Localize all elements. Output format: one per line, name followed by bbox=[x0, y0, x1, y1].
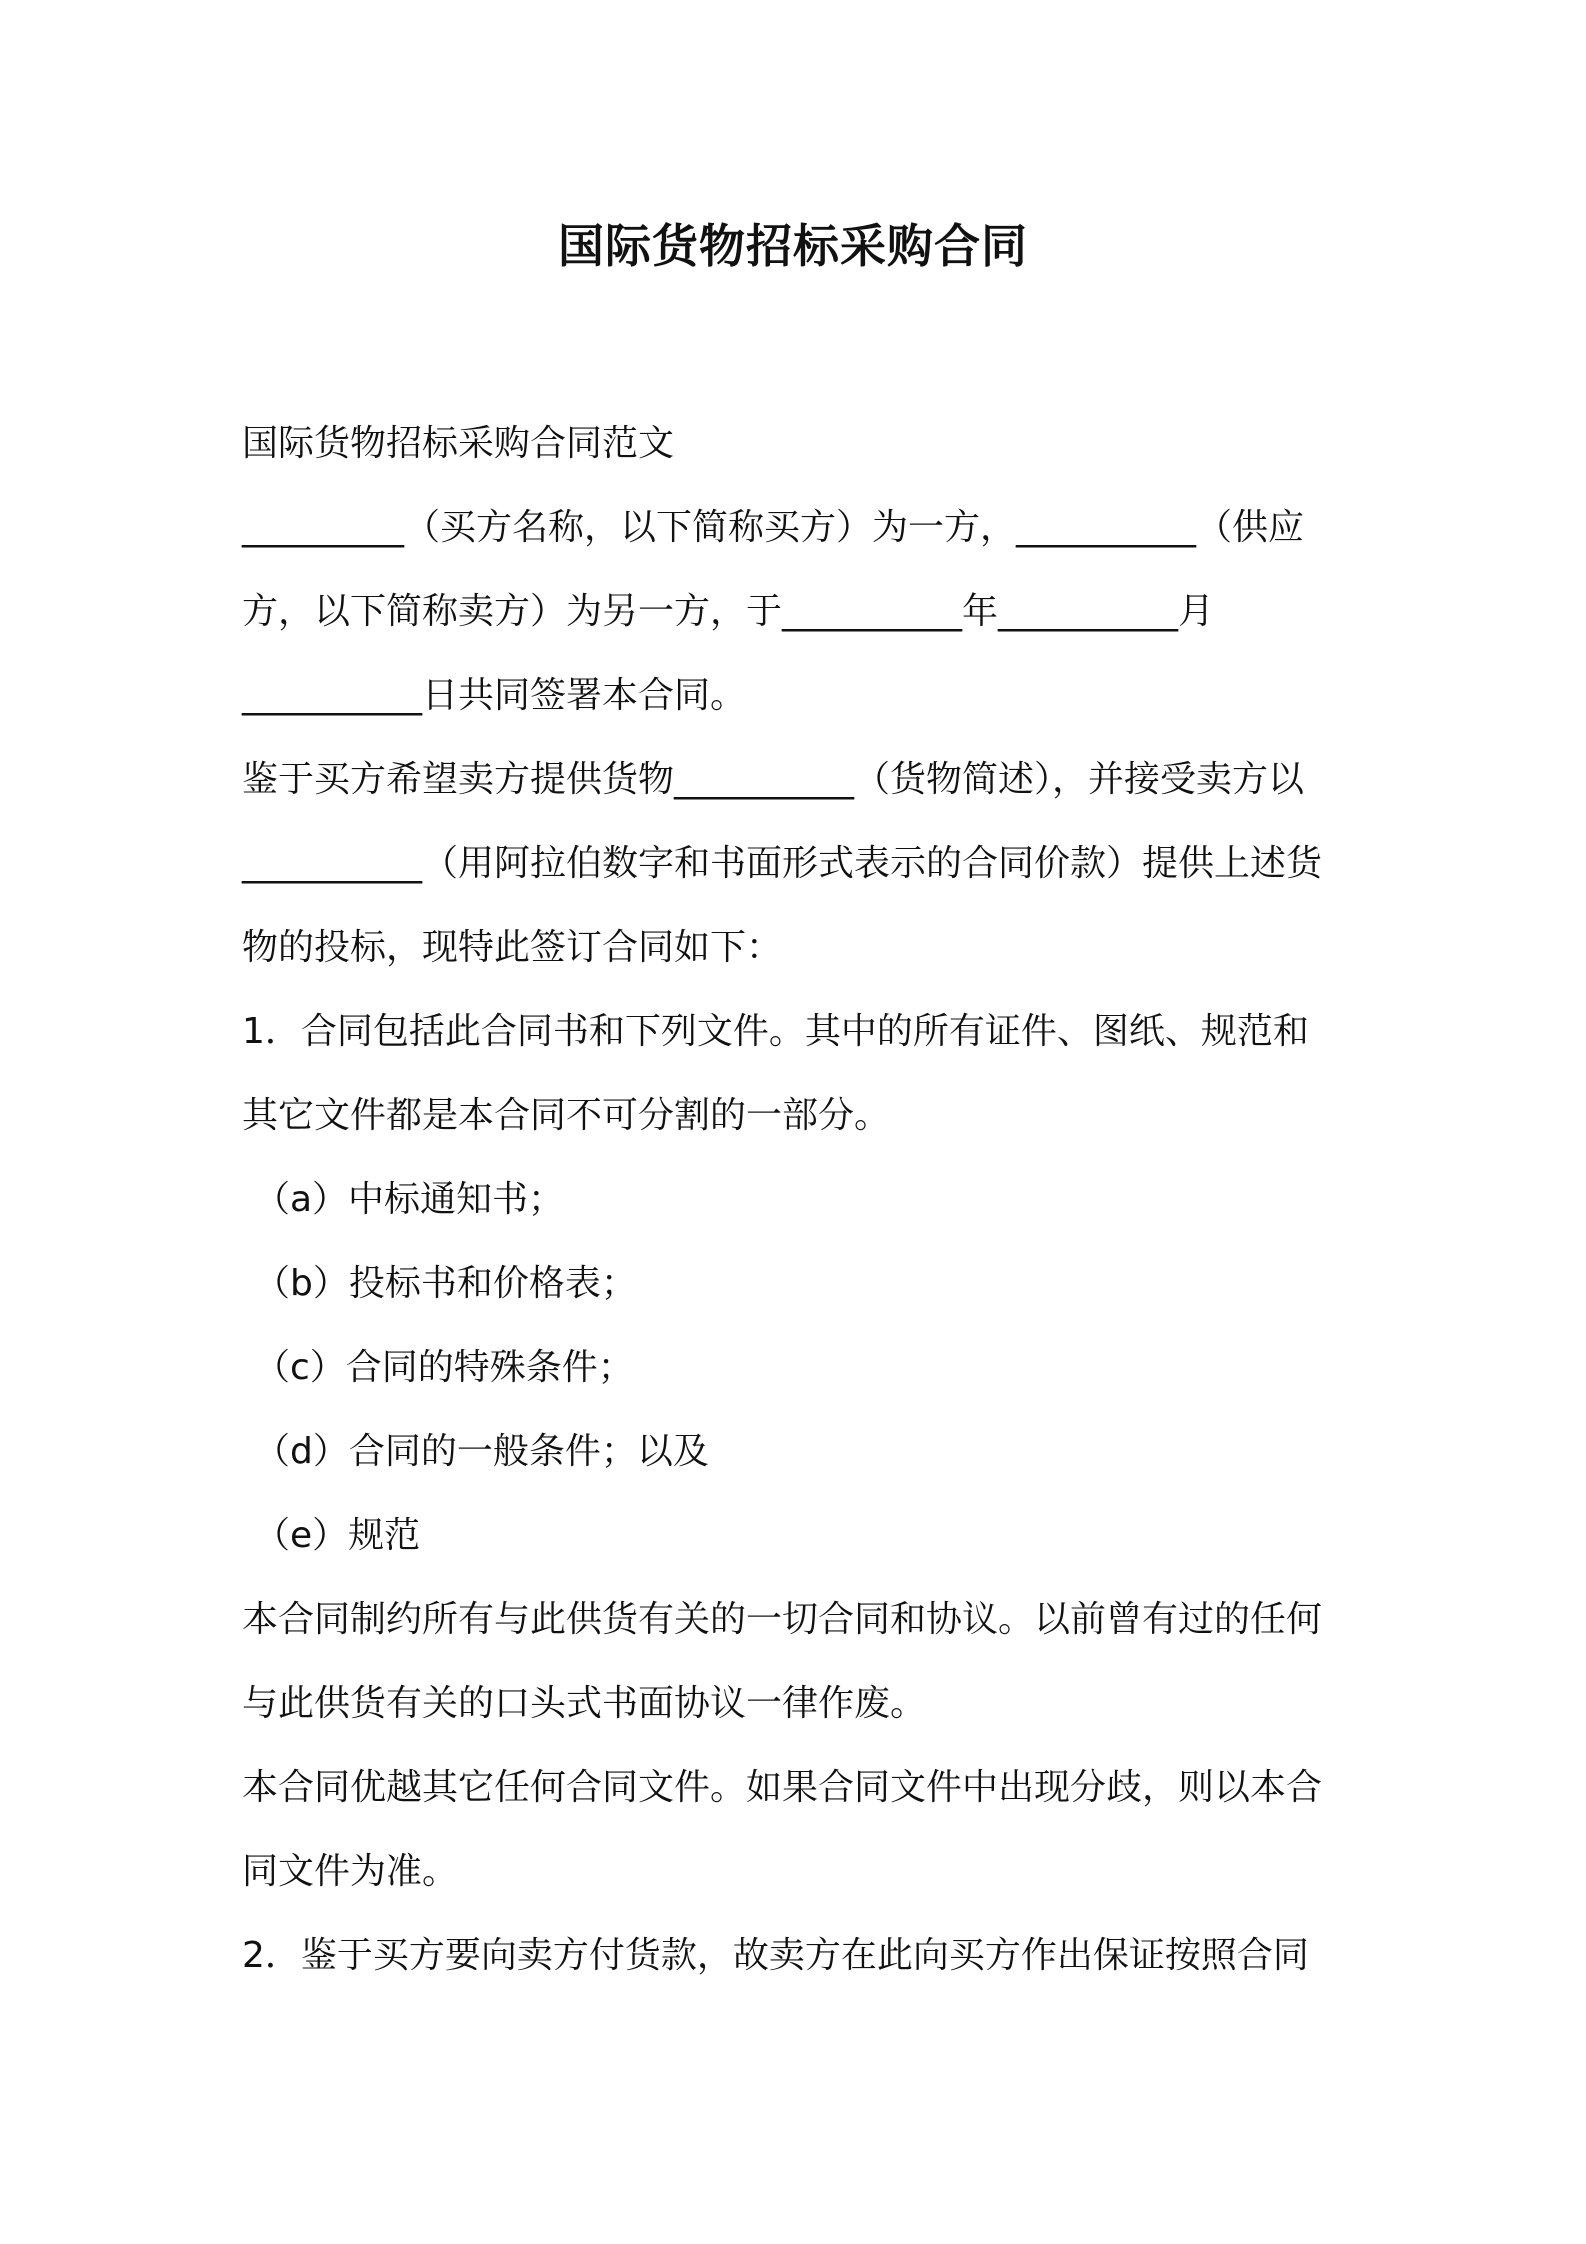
list-item-a: （a）中标通知书； bbox=[254, 1179, 565, 1220]
list-item-e: （e）规范 bbox=[254, 1515, 421, 1556]
paragraph-line: 同文件为准。 bbox=[242, 1851, 459, 1892]
paragraph-line: __________日共同签署本合同。 bbox=[242, 675, 747, 716]
paragraph-line: 鉴于买方希望卖方提供货物__________（货物简述），并接受卖方以 bbox=[242, 759, 1305, 800]
list-item-c: （c）合同的特殊条件； bbox=[254, 1347, 634, 1388]
paragraph-line: 本合同制约所有与此供货有关的一切合同和协议。以前曾有过的任何 bbox=[242, 1599, 1323, 1640]
paragraph-line: 方，以下简称卖方）为另一方，于__________年__________月 bbox=[242, 591, 1215, 632]
paragraph-line: _________（买方名称，以下简称买方）为一方，__________（供应 bbox=[242, 507, 1305, 548]
contract-body bbox=[242, 402, 1352, 1998]
list-item-d: （d）合同的一般条件；以及 bbox=[254, 1431, 709, 1472]
paragraph-line: 物的投标，现特此签订合同如下： bbox=[242, 927, 783, 968]
paragraph-line: 本合同优越其它任何合同文件。如果合同文件中出现分歧，则以本合 bbox=[242, 1767, 1323, 1808]
clause-line: 2．鉴于买方要向卖方付货款，故卖方在此向买方作出保证按照合同 bbox=[242, 1935, 1309, 1976]
list-item-b: （b）投标书和价格表； bbox=[254, 1263, 637, 1304]
document-title: 国际货物招标采购合同 bbox=[558, 219, 1028, 273]
paragraph-line: __________（用阿拉伯数字和书面形式表示的合同价款）提供上述货 bbox=[242, 843, 1323, 884]
paragraph-line: 与此供货有关的口头式书面协议一律作废。 bbox=[242, 1683, 927, 1724]
clause-line: 1．合同包括此合同书和下列文件。其中的所有证件、图纸、规范和 bbox=[242, 1011, 1309, 1052]
clause-line: 其它文件都是本合同不可分割的一部分。 bbox=[242, 1095, 891, 1136]
subtitle-line: 国际货物招标采购合同范文 bbox=[242, 423, 675, 464]
